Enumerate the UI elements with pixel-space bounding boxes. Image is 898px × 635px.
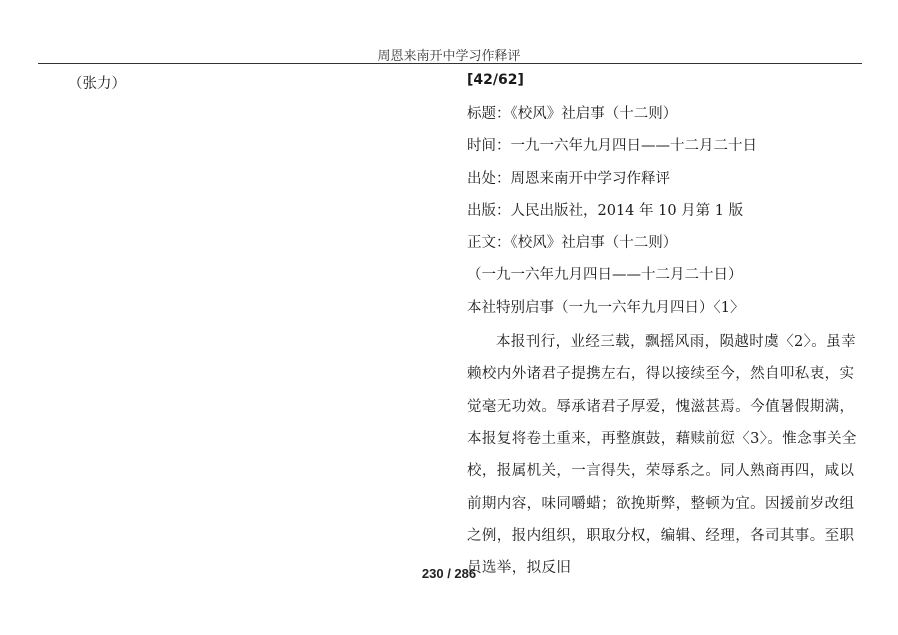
author-note: （张力） [68,76,126,92]
page-number: 230 / 286 [421,566,477,581]
title-line: 标题：《校风》社启事（十二则） [467,106,678,122]
publication-line: 出版：人民出版社，2014 年 10 月第 1 版 [467,202,744,219]
text-label-line: 正文：《校风》社启事（十二则） [467,235,678,252]
date-range-line: （一九一六年九月四日——十二月二十日） [467,267,743,284]
left-column [68,72,126,93]
running-header: 周恩来南开中学习作释评 [377,49,521,64]
entry-id: [42/62] [467,72,524,88]
notice-heading: 本社特别启事（一九一六年九月四日）〈1〉 [467,299,745,316]
body-paragraph: 本报刊行，业经三载，飘摇风雨，陨越时虞〈2〉。虽幸赖校内外诸君子提携左右，得以接续至今，然自叩私衷，实觉毫无功效。辱承诸君子厚爱，愧滋甚焉。今值暑假期满，本报复将卷土重来，再整旗鼓，藉赎前愆〈3〉。惟念事关全校，报属机关，一言得失，荣辱系之。同人熟商再四，咸以前期内容，味同嚼蜡；欲挽斯弊，整顿为宜。因援前岁改组之例，报内组织，职取分权，编辑、经理，各司其事。至职员选举，拟反旧 [467,334,857,577]
header-divider [38,63,862,64]
time-line: 时间：一九一六年九月四日——十二月二十日 [467,138,757,155]
right-column [467,68,867,584]
source-line: 出处：周恩来南开中学习作释评 [467,170,670,187]
